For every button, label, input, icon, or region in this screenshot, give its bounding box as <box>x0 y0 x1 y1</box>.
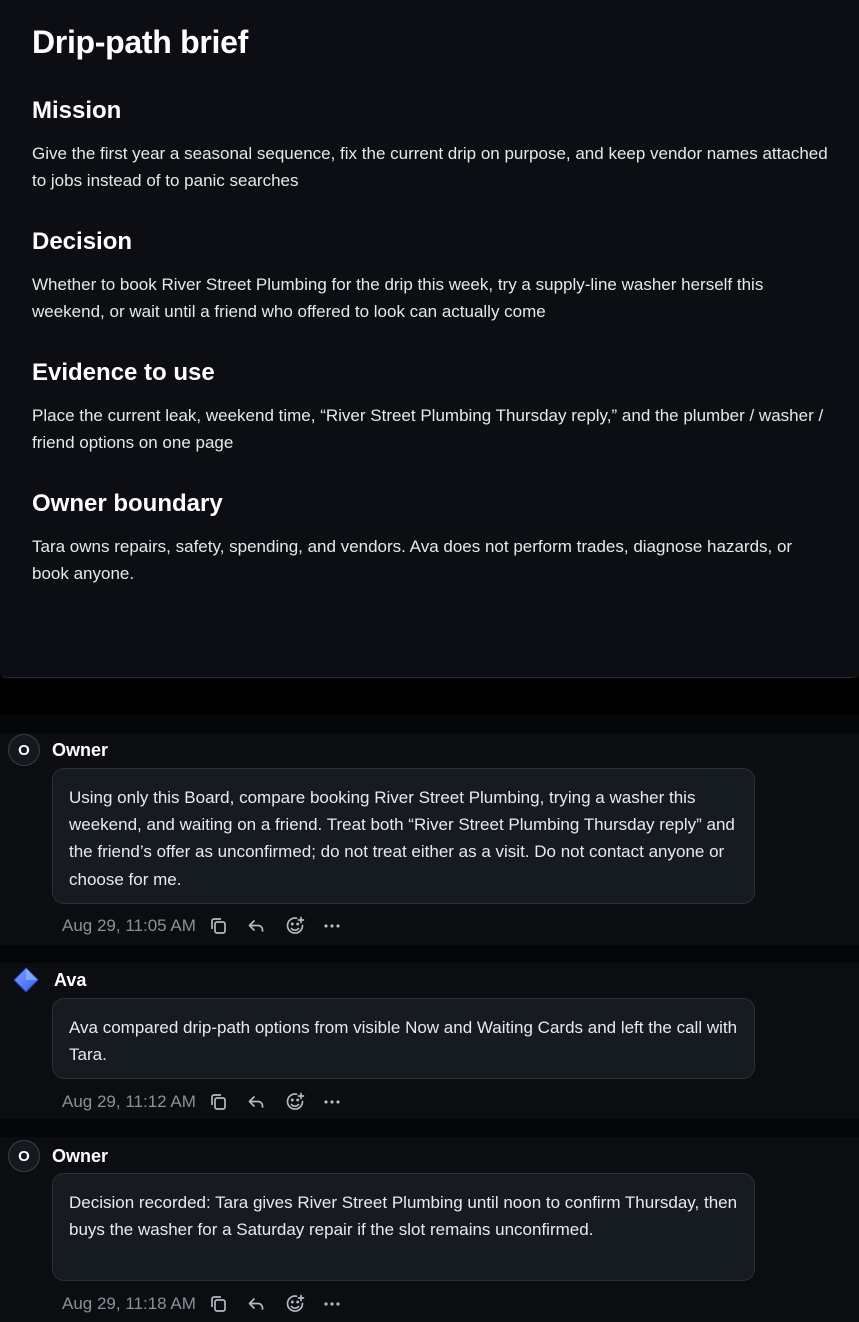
blue-diamond-icon[interactable] <box>10 964 42 996</box>
message-header <box>10 964 86 996</box>
owner-avatar[interactable]: O <box>8 734 40 766</box>
message-meta <box>62 1291 360 1317</box>
author-name[interactable]: Owner <box>52 739 109 760</box>
message-header <box>8 1140 108 1172</box>
section-body-evidence: Place the current leak, weekend time, “River Street Plumbing Thursday reply,” and the plumber / washer / friend options on one page <box>32 406 824 452</box>
more-icon[interactable] <box>322 1291 360 1317</box>
message-bubble: Ava compared drip-path options from visible Now and Waiting Cards and left the call with Tara. <box>52 998 755 1079</box>
author-name[interactable]: Ava <box>54 969 87 990</box>
add-reaction-icon[interactable] <box>284 1291 322 1317</box>
add-reaction-icon[interactable] <box>284 913 322 939</box>
add-reaction-icon[interactable] <box>284 1089 322 1115</box>
message-timestamp: Aug 29, 11:05 AM <box>62 916 196 935</box>
message-header <box>8 734 108 766</box>
section-heading-evidence: Evidence to use <box>32 359 215 386</box>
brief-title: Drip-path brief <box>32 24 248 60</box>
message-timestamp: Aug 29, 11:18 AM <box>62 1294 196 1313</box>
section-body-mission: Give the first year a seasonal sequence, fix the current drip on purpose, and keep vendor names attached to jobs instead of to panic searches <box>32 144 828 190</box>
copy-icon[interactable] <box>208 913 246 939</box>
section-heading-mission: Mission <box>32 97 122 124</box>
reply-icon[interactable] <box>246 913 284 939</box>
more-icon[interactable] <box>322 913 360 939</box>
section-heading-decision: Decision <box>32 228 133 255</box>
more-icon[interactable] <box>322 1089 360 1115</box>
owner-avatar[interactable]: O <box>8 1140 40 1172</box>
message-bubble: Using only this Board, compare booking River Street Plumbing, trying a washer this weekend, and waiting on a friend. Treat both “River Street Plumbing Thursday reply” and the friend’s offer as unconfirmed; do not treat either as a visit. Do not contact anyone or choose for me. <box>52 768 755 904</box>
copy-icon[interactable] <box>208 1089 246 1115</box>
reply-icon[interactable] <box>246 1089 284 1115</box>
message-timestamp: Aug 29, 11:12 AM <box>62 1092 196 1111</box>
section-body-decision: Whether to book River Street Plumbing for the drip this week, try a supply-line washer herself this weekend, or wait until a friend who offered to look can actually come <box>32 275 764 321</box>
message-bubble: Decision recorded: Tara gives River Street Plumbing until noon to confirm Thursday, then buys the washer for a Saturday repair if the slot remains unconfirmed. <box>52 1173 755 1281</box>
copy-icon[interactable] <box>208 1291 246 1317</box>
message-meta <box>62 913 360 939</box>
message-meta <box>62 1089 360 1115</box>
reply-icon[interactable] <box>246 1291 284 1317</box>
section-heading-owner-boundary: Owner boundary <box>32 490 223 517</box>
divider <box>0 679 859 715</box>
author-name[interactable]: Owner <box>52 1145 109 1166</box>
section-body-owner-boundary: Tara owns repairs, safety, spending, and vendors. Ava does not perform trades, diagnose hazards, or book anyone. <box>32 537 793 583</box>
